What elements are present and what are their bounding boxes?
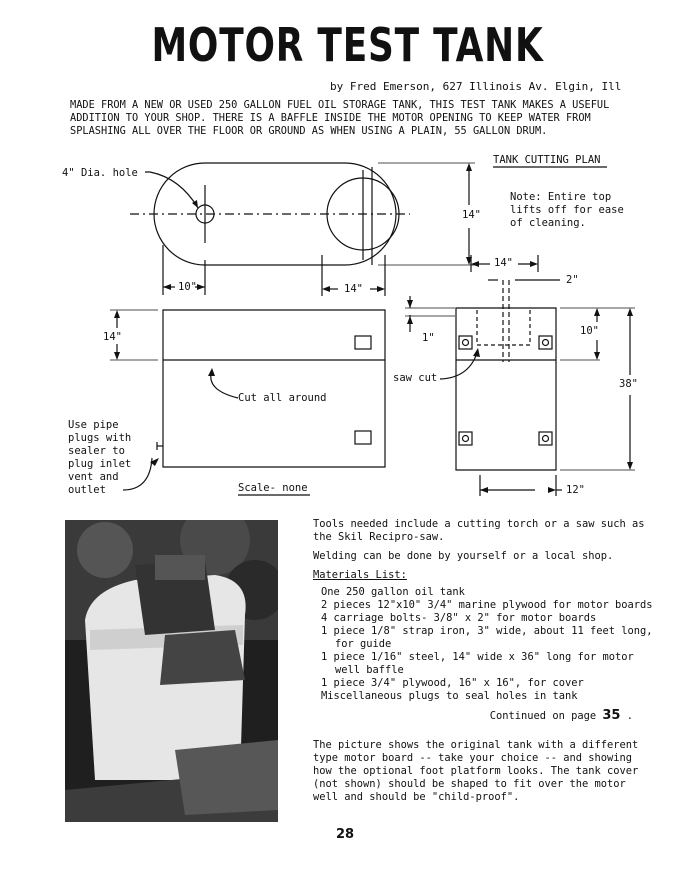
materials-list — [313, 586, 653, 703]
pipe-plugs-line: Use pipe — [68, 419, 119, 431]
note-line: Note: Entire top — [510, 191, 612, 203]
materials-heading: Materials List: — [313, 569, 407, 581]
saw-cut-label: saw cut — [393, 372, 438, 384]
dim-label: 2" — [566, 274, 579, 286]
note-line: of cleaning. — [510, 217, 586, 229]
list-item: One 250 gallon oil tank — [321, 586, 465, 598]
continued-page: 35 — [602, 708, 621, 723]
pipe-plugs-line: plug inlet — [68, 458, 132, 470]
closing-text: The picture shows the original tank with a different type motor board -- take your choice -- and showing how the optional foot platform looks. The tank cover (not shown) should be shaped to fit over the motor well and should be "child-proof". — [313, 739, 639, 803]
end-plug — [459, 336, 472, 349]
page-number: 28 — [336, 827, 355, 842]
dim-label: 14" — [103, 331, 122, 343]
list-item: 2 pieces 12"x10" 3/4" marine plywood for motor boards — [321, 599, 653, 611]
tools-text: Tools needed include a cutting torch or a saw such as the Skil Recipro-saw. — [313, 518, 645, 543]
intro-line: SPLASHING ALL OVER THE FLOOR OR GROUND AS WHEN USING A PLAIN, 55 GALLON DRUM. — [70, 125, 548, 137]
dim-label: 1" — [422, 332, 435, 344]
dim-label: 38" — [619, 378, 638, 390]
dim-label: 10" — [178, 281, 197, 293]
cut-all-around-label: Cut all around — [238, 392, 327, 404]
intro-line: ADDITION TO YOUR SHOP. THERE IS A BAFFLE INSIDE THE MOTOR OPENING TO KEEP WATER FROM — [70, 112, 591, 124]
pipe-plugs-line: plugs with — [68, 432, 132, 444]
continued-text: Continued on page — [489, 710, 597, 722]
pipe-plugs-note — [68, 419, 131, 497]
hole-label: 4" Dia. hole — [62, 167, 138, 179]
list-item: 1 piece 1/16" steel, 14" wide x 36" long for motor well baffle — [321, 651, 634, 676]
page-title: MOTOR TEST TANK — [151, 18, 544, 72]
plan-title: TANK CUTTING PLAN — [493, 154, 601, 166]
pipe-plugs-line: outlet — [68, 484, 106, 496]
pipe-plugs-line: sealer to — [68, 445, 125, 457]
pipe-plugs-line: vent and — [68, 471, 119, 483]
scale-label: Scale- none — [238, 482, 308, 494]
dim-label: 14" — [344, 283, 363, 295]
list-item: 1 piece 3/4" plywood, 16" x 16", for cover — [321, 677, 584, 689]
note-line: lifts off for ease — [510, 204, 624, 216]
dim-label: 14" — [494, 257, 513, 269]
list-item: 1 piece 1/8" strap iron, 3" wide, about 11 feet long, for guide — [321, 625, 653, 650]
side-plug — [355, 431, 371, 444]
intro-line: MADE FROM A NEW OR USED 250 GALLON FUEL OIL STORAGE TANK, THIS TEST TANK MAKES A USEFUL — [70, 99, 610, 111]
continued-note: Continued on page 35 . — [489, 708, 633, 723]
dim-label: 12" — [566, 484, 585, 496]
byline: by Fred Emerson, 627 Illinois Av. Elgin, Ill — [330, 80, 622, 93]
side-view-outline — [163, 310, 385, 467]
intro-paragraph — [70, 99, 670, 138]
list-item: 4 carriage bolts- 3/8" x 2" for motor boards — [321, 612, 597, 624]
end-view-outline — [456, 308, 556, 470]
welding-text: Welding can be done by yourself or a local shop. — [313, 550, 614, 562]
dim-label: 14" — [462, 209, 481, 221]
side-plug — [355, 336, 371, 349]
list-item: Miscellaneous plugs to seal holes in tank — [321, 690, 578, 702]
dim-label: 10" — [580, 325, 599, 337]
end-plug — [539, 432, 552, 445]
end-plug — [459, 432, 472, 445]
end-plug — [539, 336, 552, 349]
tank-photo — [65, 520, 278, 822]
materials-column — [313, 518, 653, 810]
